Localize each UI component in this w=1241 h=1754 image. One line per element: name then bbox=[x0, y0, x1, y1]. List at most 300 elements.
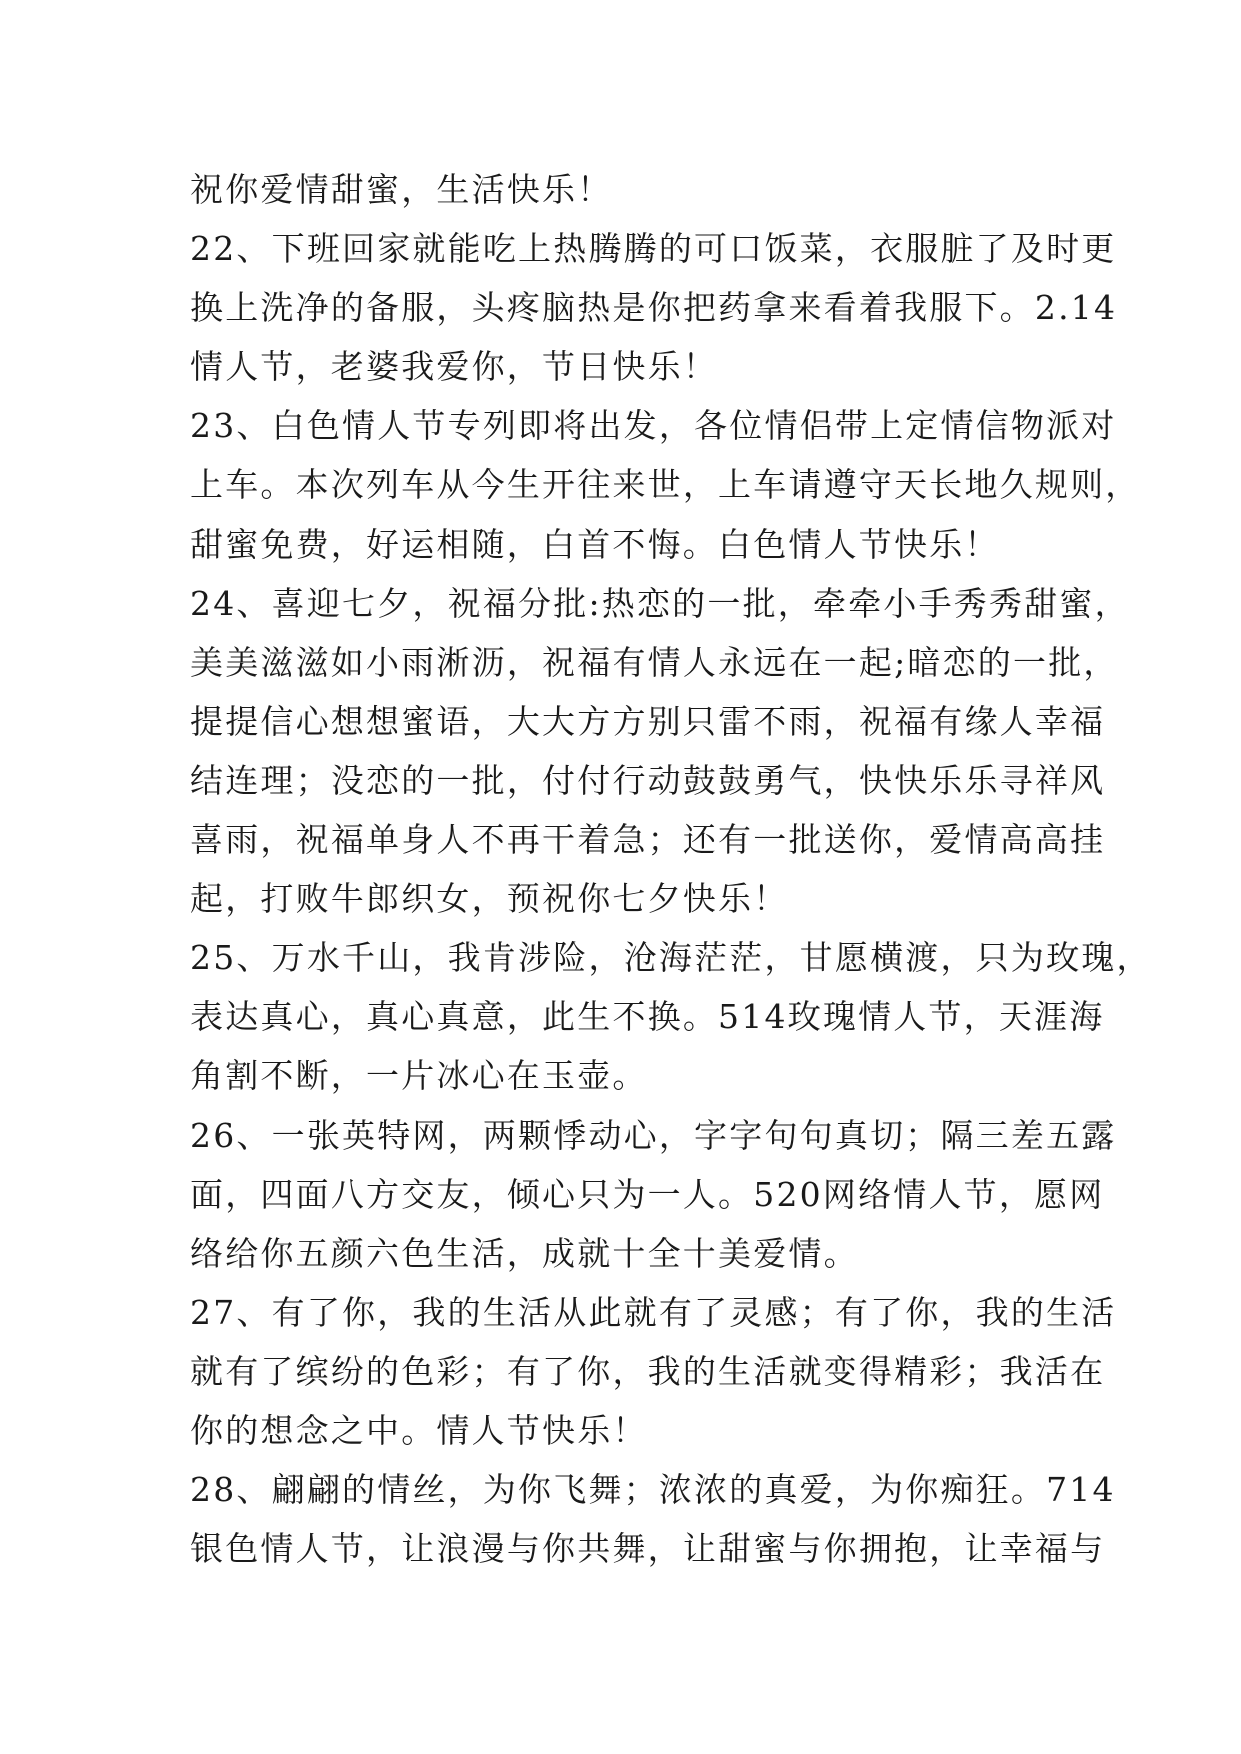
glyph: ， bbox=[412, 583, 448, 623]
glyph: 1 bbox=[741, 997, 765, 1037]
glyph: 提 bbox=[190, 701, 226, 741]
glyph: 雨 bbox=[225, 820, 261, 860]
glyph: 肯 bbox=[482, 938, 519, 978]
glyph: 喜 bbox=[190, 820, 226, 860]
glyph: 甘 bbox=[799, 938, 835, 978]
glyph: 喜 bbox=[271, 583, 307, 623]
glyph: 5 bbox=[753, 1174, 777, 1214]
glyph: 生 bbox=[482, 1292, 519, 1332]
glyph: ， bbox=[588, 938, 624, 978]
glyph: 变 bbox=[823, 1351, 859, 1391]
glyph: 缘 bbox=[964, 701, 1000, 741]
glyph: 渡 bbox=[905, 938, 941, 978]
glyph: 就 bbox=[190, 1351, 226, 1391]
glyph: 发 bbox=[623, 406, 659, 446]
glyph: ， bbox=[225, 1174, 261, 1214]
glyph: 服 bbox=[929, 288, 965, 328]
glyph: ， bbox=[823, 701, 859, 741]
glyph: ， bbox=[998, 1174, 1035, 1214]
glyph: 海 bbox=[1069, 997, 1105, 1037]
glyph: 着 bbox=[577, 820, 613, 860]
glyph: 班 bbox=[306, 229, 343, 269]
glyph: 你 bbox=[905, 1292, 941, 1332]
glyph: 可 bbox=[694, 229, 730, 269]
glyph: 心 bbox=[295, 701, 331, 741]
glyph: 愿 bbox=[1034, 1174, 1070, 1214]
glyph: 翩 bbox=[271, 1470, 307, 1510]
glyph: 甜 bbox=[718, 1529, 754, 1569]
glyph: 滋 bbox=[295, 642, 331, 682]
glyph: 带 bbox=[834, 406, 871, 446]
glyph: 的 bbox=[1010, 1292, 1047, 1332]
glyph: 脑 bbox=[542, 288, 578, 328]
glyph: 恋 bbox=[636, 583, 673, 623]
glyph: 专 bbox=[447, 406, 483, 446]
glyph: 淅 bbox=[436, 642, 472, 682]
glyph: 热 bbox=[553, 229, 589, 269]
glyph: ， bbox=[471, 1174, 507, 1214]
glyph: ， bbox=[447, 1115, 483, 1155]
glyph: ， bbox=[777, 583, 813, 623]
glyph: 福 bbox=[894, 701, 930, 741]
text-line bbox=[190, 1046, 1050, 1105]
glyph: 车 bbox=[225, 465, 261, 505]
text-line bbox=[190, 1460, 1116, 1519]
glyph: 彩 bbox=[929, 1351, 965, 1391]
glyph: 2 bbox=[190, 406, 214, 446]
glyph: 表 bbox=[190, 997, 226, 1037]
glyph: 结 bbox=[190, 760, 226, 800]
glyph: ， bbox=[963, 997, 999, 1037]
glyph: ， bbox=[658, 406, 695, 446]
glyph: : bbox=[588, 583, 602, 623]
glyph: 本 bbox=[295, 465, 331, 505]
glyph: 的 bbox=[366, 1351, 402, 1391]
glyph: 想 bbox=[330, 701, 367, 741]
glyph: 的 bbox=[977, 642, 1013, 682]
glyph: 饭 bbox=[764, 229, 800, 269]
glyph: 与 bbox=[788, 1529, 824, 1569]
glyph: . bbox=[1058, 288, 1071, 328]
glyph: 险 bbox=[553, 938, 589, 978]
glyph: 的 bbox=[672, 583, 708, 623]
glyph: 让 bbox=[964, 1529, 1000, 1569]
glyph: 、 bbox=[236, 938, 272, 978]
glyph: 一 bbox=[823, 642, 859, 682]
glyph: 换 bbox=[647, 997, 683, 1037]
glyph: 蜜 bbox=[401, 701, 437, 741]
glyph: ， bbox=[658, 1115, 695, 1155]
glyph: 2 bbox=[190, 1292, 214, 1332]
glyph: 。 bbox=[260, 465, 296, 505]
glyph: 6 bbox=[213, 1115, 237, 1155]
glyph: 福 bbox=[577, 642, 613, 682]
glyph: ， bbox=[682, 465, 719, 505]
glyph: 动 bbox=[588, 1115, 624, 1155]
glyph: 脏 bbox=[940, 229, 976, 269]
text-line bbox=[190, 160, 1050, 219]
glyph: ； bbox=[623, 1470, 659, 1510]
glyph: 恋 bbox=[366, 760, 402, 800]
glyph: 为 bbox=[870, 1470, 906, 1510]
glyph: 。 bbox=[718, 1174, 754, 1214]
glyph: 五 bbox=[1046, 1115, 1082, 1155]
glyph: 服 bbox=[905, 229, 941, 269]
text-line bbox=[190, 1401, 1050, 1460]
glyph: 世 bbox=[647, 465, 683, 505]
glyph: 福 bbox=[330, 820, 367, 860]
glyph: ， bbox=[1094, 583, 1130, 623]
glyph: 下 bbox=[964, 288, 1000, 328]
text-line-content bbox=[190, 1460, 1116, 1519]
glyph: 干 bbox=[542, 820, 578, 860]
glyph: 1 bbox=[1070, 288, 1094, 328]
glyph: 2 bbox=[190, 938, 214, 978]
glyph: 在 bbox=[788, 642, 824, 682]
glyph: 急 bbox=[612, 820, 648, 860]
glyph: 此 bbox=[542, 997, 578, 1037]
text-line-content bbox=[190, 396, 1117, 455]
glyph: 4 bbox=[213, 583, 237, 623]
glyph: 蜜 bbox=[1059, 583, 1095, 623]
text-line-content: 络给你五颜六色生活，成就十全十美爱情。 bbox=[190, 1233, 859, 1273]
glyph: 真 bbox=[436, 997, 472, 1037]
glyph: 寻 bbox=[999, 760, 1035, 800]
glyph: 的 bbox=[658, 229, 695, 269]
glyph: 络 bbox=[858, 1174, 894, 1214]
glyph: 物 bbox=[1010, 406, 1047, 446]
glyph: 字 bbox=[694, 1115, 730, 1155]
glyph: 网 bbox=[412, 1115, 448, 1155]
text-line bbox=[190, 515, 1050, 574]
glyph: 节 bbox=[963, 1174, 999, 1214]
glyph: 幸 bbox=[1034, 701, 1071, 741]
glyph: 牵 bbox=[848, 583, 884, 623]
glyph: 祝 bbox=[858, 701, 895, 741]
text-line bbox=[190, 692, 1106, 751]
glyph: 倾 bbox=[506, 1174, 543, 1214]
glyph: 备 bbox=[366, 288, 402, 328]
glyph: 有 bbox=[271, 1292, 307, 1332]
glyph: 的 bbox=[342, 1470, 378, 1510]
glyph: 狂 bbox=[975, 1470, 1011, 1510]
glyph: 生 bbox=[506, 465, 543, 505]
glyph: 的 bbox=[729, 1470, 765, 1510]
glyph: 心 bbox=[401, 997, 437, 1037]
glyph: 面 bbox=[190, 1174, 226, 1214]
glyph: 横 bbox=[870, 938, 906, 978]
glyph: 大 bbox=[542, 701, 578, 741]
glyph: 家 bbox=[377, 229, 413, 269]
glyph: 真 bbox=[366, 997, 402, 1037]
text-line-content bbox=[190, 1106, 1117, 1165]
glyph: 列 bbox=[366, 465, 402, 505]
glyph: 彩 bbox=[436, 1351, 472, 1391]
glyph: 的 bbox=[447, 1292, 483, 1332]
glyph: 下 bbox=[271, 229, 307, 269]
glyph: 想 bbox=[366, 701, 402, 741]
glyph: 2 bbox=[1034, 288, 1059, 328]
glyph: 甜 bbox=[1024, 583, 1060, 623]
glyph: 真 bbox=[834, 1115, 871, 1155]
glyph: 的 bbox=[682, 1351, 719, 1391]
glyph: 特 bbox=[377, 1115, 413, 1155]
glyph: 出 bbox=[588, 406, 624, 446]
glyph: 真 bbox=[260, 997, 296, 1037]
glyph: 真 bbox=[764, 1470, 800, 1510]
glyph: 情 bbox=[647, 642, 683, 682]
glyph: 再 bbox=[506, 820, 543, 860]
glyph: 一 bbox=[753, 820, 789, 860]
glyph: 丝 bbox=[412, 1470, 448, 1510]
glyph: 你 bbox=[542, 1529, 578, 1569]
glyph: ， bbox=[834, 229, 871, 269]
glyph: 乐 bbox=[929, 760, 965, 800]
glyph: ， bbox=[471, 701, 507, 741]
glyph: 不 bbox=[471, 820, 507, 860]
glyph: 着 bbox=[858, 288, 895, 328]
glyph: 色 bbox=[401, 1351, 437, 1391]
glyph: 为 bbox=[612, 1174, 648, 1214]
glyph: 只 bbox=[682, 701, 719, 741]
glyph: 列 bbox=[482, 406, 519, 446]
glyph: 、 bbox=[236, 1115, 272, 1155]
glyph: 方 bbox=[612, 701, 648, 741]
text-line-content bbox=[190, 455, 1141, 514]
glyph: 张 bbox=[306, 1115, 343, 1155]
glyph: 了 bbox=[975, 229, 1011, 269]
glyph: 方 bbox=[366, 1174, 402, 1214]
glyph: 有 bbox=[612, 642, 648, 682]
glyph: 滋 bbox=[260, 642, 296, 682]
glyph: 你 bbox=[518, 1470, 554, 1510]
glyph: 将 bbox=[553, 406, 589, 446]
glyph: 2 bbox=[190, 583, 214, 623]
glyph: 净 bbox=[295, 288, 331, 328]
glyph: 地 bbox=[964, 465, 1000, 505]
glyph: 小 bbox=[366, 642, 402, 682]
glyph: 抱 bbox=[894, 1529, 930, 1569]
glyph: 送 bbox=[823, 820, 859, 860]
glyph: 勇 bbox=[753, 760, 789, 800]
glyph: 了 bbox=[694, 1292, 730, 1332]
glyph: 两 bbox=[482, 1115, 519, 1155]
glyph: 在 bbox=[1070, 1351, 1106, 1391]
glyph: 没 bbox=[330, 760, 367, 800]
glyph: 节 bbox=[330, 1529, 367, 1569]
glyph: 浪 bbox=[436, 1529, 472, 1569]
glyph: 天 bbox=[894, 465, 930, 505]
glyph: 我 bbox=[412, 1292, 448, 1332]
glyph: 就 bbox=[412, 229, 448, 269]
glyph: 与 bbox=[1070, 1529, 1106, 1569]
glyph: 网 bbox=[1069, 1174, 1105, 1214]
glyph: 则 bbox=[1070, 465, 1106, 505]
glyph: 情 bbox=[858, 997, 894, 1037]
glyph: 切 bbox=[870, 1115, 906, 1155]
glyph: 浓 bbox=[694, 1470, 730, 1510]
glyph: 三 bbox=[975, 1115, 1011, 1155]
glyph: 祝 bbox=[295, 820, 331, 860]
text-line-content bbox=[190, 1342, 1106, 1401]
glyph: 色 bbox=[306, 406, 343, 446]
text-line bbox=[190, 987, 1105, 1046]
glyph: 次 bbox=[330, 465, 367, 505]
glyph: 涉 bbox=[518, 938, 554, 978]
glyph: 单 bbox=[366, 820, 402, 860]
text-line-content: 起，打败牛郎织女，预祝你七夕快乐！ bbox=[190, 879, 789, 919]
glyph: ， bbox=[506, 760, 543, 800]
glyph: 生 bbox=[1046, 1292, 1082, 1332]
glyph: 情 bbox=[940, 406, 976, 446]
glyph: 鼓 bbox=[682, 760, 719, 800]
glyph: ， bbox=[412, 938, 448, 978]
glyph: 海 bbox=[658, 938, 695, 978]
glyph: 祝 bbox=[542, 642, 578, 682]
glyph: 从 bbox=[436, 465, 472, 505]
glyph: ， bbox=[1116, 938, 1152, 978]
text-line-content bbox=[190, 1519, 1106, 1578]
glyph: 千 bbox=[342, 938, 378, 978]
glyph: 车 bbox=[753, 465, 789, 505]
glyph: 来 bbox=[612, 465, 648, 505]
glyph: 情 bbox=[964, 820, 1000, 860]
glyph: 情 bbox=[260, 1529, 296, 1569]
glyph: 暗 bbox=[907, 642, 943, 682]
glyph: 的 bbox=[330, 288, 367, 328]
glyph: 祝 bbox=[447, 583, 483, 623]
glyph: 请 bbox=[788, 465, 824, 505]
glyph: 口 bbox=[729, 229, 765, 269]
glyph: 定 bbox=[905, 406, 941, 446]
glyph: 批 bbox=[788, 820, 824, 860]
glyph: 7 bbox=[213, 1292, 237, 1332]
glyph: 遵 bbox=[823, 465, 859, 505]
glyph: 人 bbox=[928, 1174, 964, 1214]
glyph: 长 bbox=[929, 465, 965, 505]
glyph: 祥 bbox=[1034, 760, 1071, 800]
glyph: 8 bbox=[213, 1470, 237, 1510]
glyph: 漫 bbox=[471, 1529, 507, 1569]
text-line bbox=[190, 1519, 1106, 1578]
glyph: 心 bbox=[295, 997, 331, 1037]
text-line bbox=[190, 1165, 1105, 1224]
glyph: 乐 bbox=[964, 760, 1000, 800]
text-line bbox=[190, 219, 1117, 278]
glyph: 有 bbox=[225, 1351, 261, 1391]
text-line bbox=[190, 1224, 1050, 1283]
glyph: 热 bbox=[577, 288, 613, 328]
text-line bbox=[190, 337, 1050, 396]
glyph: ， bbox=[506, 997, 543, 1037]
glyph: 了 bbox=[542, 1351, 578, 1391]
glyph: 牵 bbox=[812, 583, 849, 623]
glyph: 1 bbox=[1069, 1470, 1093, 1510]
glyph: 迎 bbox=[306, 583, 343, 623]
glyph: 不 bbox=[753, 701, 789, 741]
glyph: 纷 bbox=[330, 1351, 367, 1391]
glyph: 开 bbox=[542, 465, 578, 505]
glyph: 色 bbox=[225, 1529, 261, 1569]
glyph: 信 bbox=[260, 701, 296, 741]
glyph: 面 bbox=[295, 1174, 331, 1214]
glyph: 信 bbox=[975, 406, 1011, 446]
text-line bbox=[190, 1106, 1117, 1165]
glyph: 了 bbox=[306, 1292, 343, 1332]
glyph: ， bbox=[940, 938, 976, 978]
glyph: 3 bbox=[213, 406, 237, 446]
glyph: ； bbox=[964, 1351, 1000, 1391]
text-line-content bbox=[190, 987, 1105, 1046]
glyph: 。 bbox=[999, 288, 1035, 328]
glyph: 缤 bbox=[295, 1351, 331, 1391]
text-line-content: 情人节，老婆我爱你，节日快乐！ bbox=[190, 347, 718, 387]
glyph: 起 bbox=[858, 642, 895, 682]
glyph: 差 bbox=[1010, 1115, 1047, 1155]
glyph: 方 bbox=[577, 701, 613, 741]
document-body bbox=[190, 160, 1152, 1578]
glyph: 飞 bbox=[553, 1470, 589, 1510]
glyph: 、 bbox=[236, 583, 272, 623]
text-line bbox=[190, 278, 1118, 337]
glyph: 人 bbox=[377, 406, 413, 446]
glyph: ， bbox=[894, 820, 930, 860]
glyph: 2 bbox=[190, 229, 214, 269]
glyph: 为 bbox=[1010, 938, 1047, 978]
glyph: ， bbox=[612, 1351, 648, 1391]
glyph: ， bbox=[834, 1470, 871, 1510]
glyph: 悸 bbox=[553, 1115, 589, 1155]
glyph: 上 bbox=[190, 465, 226, 505]
glyph: 恋 bbox=[942, 642, 978, 682]
text-line bbox=[190, 869, 1050, 928]
glyph: 看 bbox=[823, 288, 859, 328]
glyph: 茫 bbox=[729, 938, 765, 978]
text-line bbox=[190, 574, 1130, 633]
glyph: 福 bbox=[1034, 1529, 1071, 1569]
glyph: 共 bbox=[577, 1529, 613, 1569]
glyph: 腾 bbox=[588, 229, 624, 269]
text-line-content bbox=[190, 928, 1152, 987]
glyph: 一 bbox=[1013, 642, 1049, 682]
glyph: 愿 bbox=[834, 938, 871, 978]
glyph: 生 bbox=[577, 997, 613, 1037]
glyph: 字 bbox=[729, 1115, 765, 1155]
text-line-content: 角割不断，一片冰心在玉壶。 bbox=[190, 1056, 648, 1096]
glyph: 你 bbox=[342, 1292, 378, 1332]
glyph: 有 bbox=[929, 701, 965, 741]
text-line-content bbox=[190, 633, 1119, 692]
glyph: 0 bbox=[799, 1174, 823, 1214]
glyph: 心 bbox=[623, 1115, 659, 1155]
glyph: 得 bbox=[858, 1351, 895, 1391]
glyph: ， bbox=[366, 1529, 402, 1569]
glyph: 回 bbox=[342, 229, 378, 269]
glyph: 银 bbox=[190, 1529, 226, 1569]
glyph: 你 bbox=[823, 1529, 859, 1569]
glyph: 批 bbox=[1048, 642, 1084, 682]
glyph: 连 bbox=[225, 760, 261, 800]
glyph: 位 bbox=[729, 406, 765, 446]
glyph: 让 bbox=[682, 1529, 719, 1569]
glyph: 及 bbox=[1010, 229, 1047, 269]
glyph: 拥 bbox=[858, 1529, 895, 1569]
glyph: 达 bbox=[225, 997, 261, 1037]
glyph: 2 bbox=[190, 1115, 214, 1155]
glyph: 往 bbox=[577, 465, 613, 505]
glyph: 人 bbox=[682, 642, 719, 682]
glyph: 瑰 bbox=[1081, 938, 1117, 978]
